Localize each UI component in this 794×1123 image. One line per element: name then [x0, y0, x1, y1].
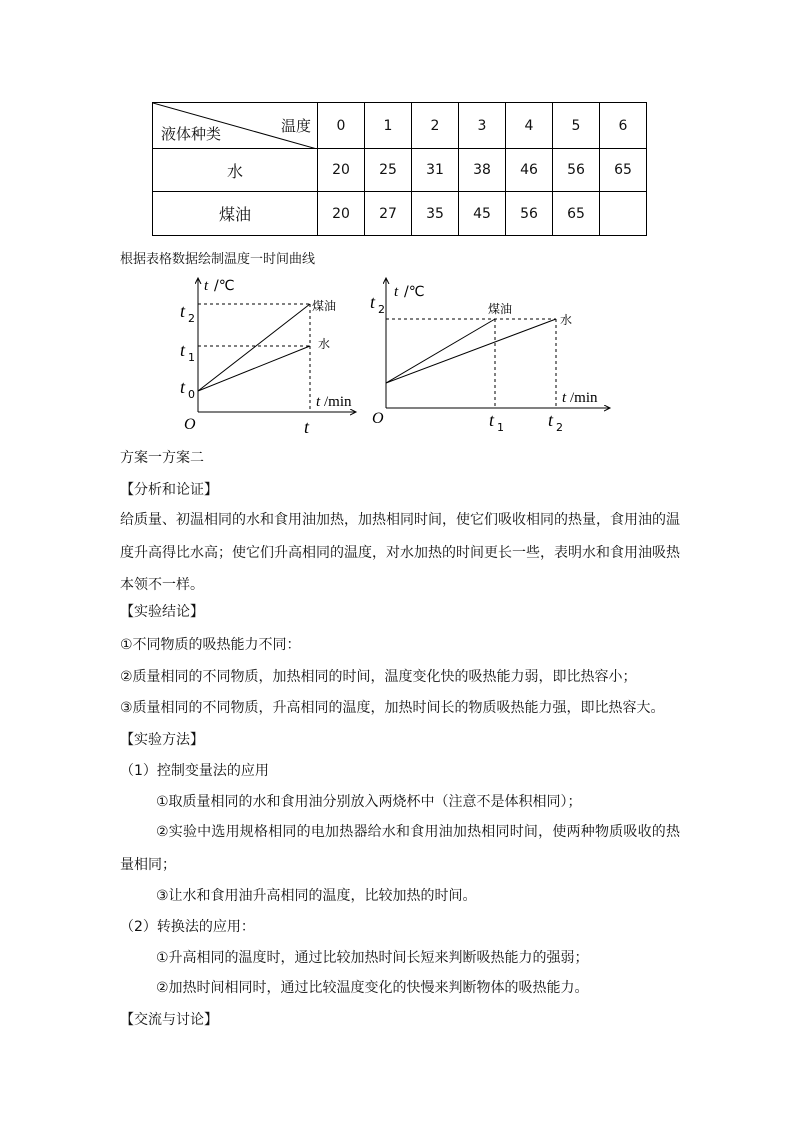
conclusion-item: ①不同物质的吸热能力不同： [120, 637, 301, 653]
table-cell: 65 [553, 192, 600, 236]
time-cell: 0 [318, 103, 365, 149]
t2-sub: 2 [188, 312, 195, 325]
origin-label: O [184, 416, 196, 433]
row-label-kerosene: 煤油 [153, 192, 318, 236]
time-cell: 2 [412, 103, 459, 149]
scheme-line: 方案一方案二 [120, 450, 204, 466]
y-axis-unit: /℃ [214, 278, 235, 294]
method-sub1-item: ③让水和食用油升高相同的温度，比较加热的时间。 [156, 888, 477, 904]
table-cell: 27 [365, 192, 412, 236]
t0-label: t [180, 377, 186, 397]
t2-sub: 2 [378, 303, 385, 316]
graph-1 [170, 270, 370, 440]
time-cell: 4 [506, 103, 553, 149]
row-label-water: 水 [153, 149, 318, 192]
graph-2 [368, 270, 618, 440]
x-tick-t: t [304, 417, 310, 437]
diagonal-header-cell [153, 103, 318, 149]
method-sub2-item: ①升高相同的温度时，通过比较加热时间长短来判断吸热能力的强弱； [156, 950, 589, 966]
analysis-body: 给质量、初温相同的水和食用油加热，加热相同时间，使它们吸收相同的热量，食用油的温度升高得比水高；使它们升高相同的温度，对水加热的时间更长一些，表明水和食用油吸热本领不一样。 [120, 512, 680, 593]
conclusion-item: ③质量相同的不同物质，升高相同的温度，加热时间长的物质吸热能力强，即比热容大。 [120, 700, 665, 716]
y-axis-t: t [394, 284, 399, 300]
data-table [152, 102, 647, 236]
time-cell: 5 [553, 103, 600, 149]
table-cell: 31 [412, 149, 459, 192]
caption: 根据表格数据绘制温度一时间曲线 [120, 252, 316, 267]
y-axis-t: t [204, 278, 209, 294]
table-cell: 20 [318, 192, 365, 236]
table-cell: 65 [600, 149, 647, 192]
origin-label: O [372, 410, 384, 427]
t2-label: t [180, 301, 186, 321]
water-label: 水 [560, 313, 573, 327]
x-axis-unit: /min [570, 390, 598, 406]
t2-label: t [370, 292, 376, 312]
water-line [386, 319, 556, 383]
x-t2-label: t [548, 410, 554, 430]
method-sub2: （2）转换法的应用： [120, 919, 255, 935]
t0-sub: 0 [188, 388, 195, 401]
method-sub1-item: ②实验中选用规格相同的电加热器给水和食用油加热相同时间，使两种物质吸收的热量相同； [120, 824, 680, 873]
kerosene-label: 煤油 [312, 299, 337, 313]
table-cell: 20 [318, 149, 365, 192]
time-cell: 3 [459, 103, 506, 149]
kerosene-line [198, 304, 310, 391]
time-cell: 1 [365, 103, 412, 149]
x-axis-t: t [316, 394, 321, 410]
table-cell: 45 [459, 192, 506, 236]
water-label: 水 [318, 337, 331, 351]
x-t1-label: t [489, 410, 495, 430]
kerosene-label: 煤油 [488, 302, 513, 316]
method-sub2-item: ②加热时间相同时，通过比较温度变化的快慢来判断物体的吸热能力。 [156, 980, 589, 996]
y-axis-unit: /℃ [404, 284, 425, 300]
x-axis-t: t [562, 390, 567, 406]
time-cell: 6 [600, 103, 647, 149]
table-cell [600, 192, 647, 236]
table-cell: 56 [506, 192, 553, 236]
x-axis-unit: /min [324, 394, 352, 410]
kerosene-line [386, 319, 495, 383]
analysis-heading: 【分析和论证】 [120, 482, 218, 498]
table-cell: 38 [459, 149, 506, 192]
header-row-label: 液体种类 [161, 125, 222, 143]
method-sub1: （1）控制变量法的应用 [120, 763, 269, 779]
x-t1-sub: 1 [497, 421, 504, 434]
t1-sub: 1 [188, 351, 195, 364]
method-sub1-item: ①取质量相同的水和食用油分别放入两烧杯中（注意不是体积相同）； [156, 794, 582, 810]
table-cell: 35 [412, 192, 459, 236]
header-col-label: 温度 [280, 117, 311, 135]
table-cell: 56 [553, 149, 600, 192]
t1-label: t [180, 340, 186, 360]
x-t2-sub: 2 [556, 421, 563, 434]
table-cell: 25 [365, 149, 412, 192]
conclusion-heading: 【实验结论】 [120, 604, 204, 620]
table-cell: 46 [506, 149, 553, 192]
discussion-heading: 【交流与讨论】 [120, 1012, 218, 1028]
method-heading: 【实验方法】 [120, 732, 204, 748]
conclusion-item: ②质量相同的不同物质，加热相同的时间，温度变化快的吸热能力弱，即比热容小； [120, 669, 637, 685]
water-line [198, 346, 310, 391]
